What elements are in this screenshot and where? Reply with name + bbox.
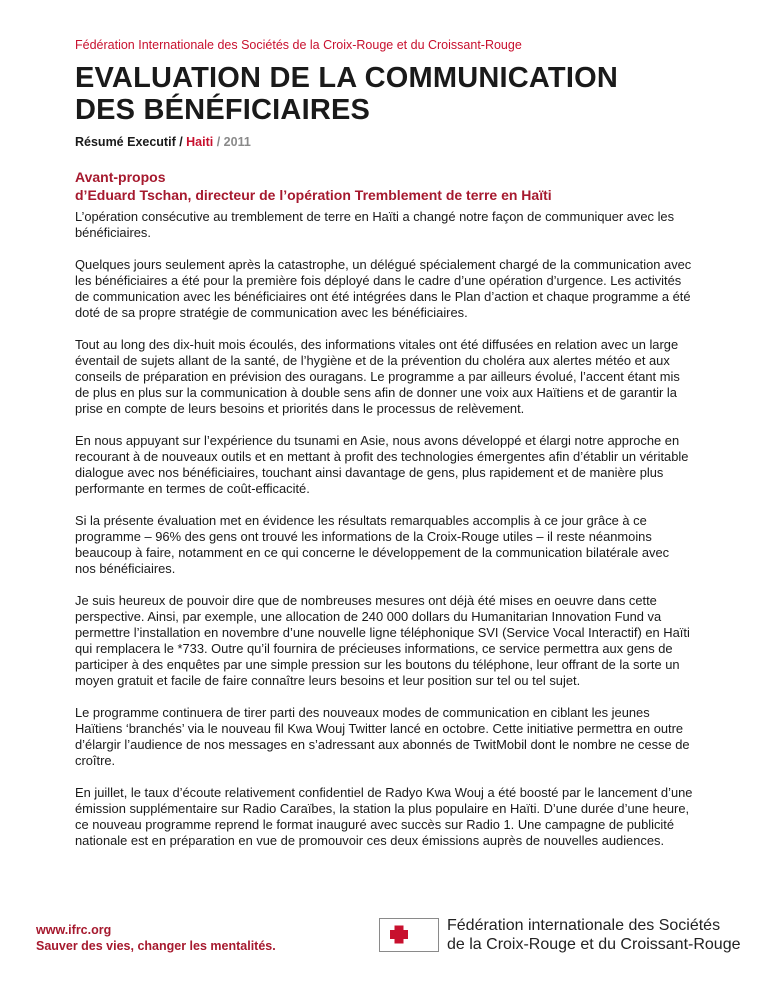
subtitle-country: Haiti <box>186 135 214 149</box>
website-link[interactable]: www.ifrc.org <box>36 923 112 937</box>
footer-org-line-2: de la Croix-Rouge et du Croissant-Rouge <box>447 936 741 953</box>
footer-slogan: Sauver des vies, changer les mentalités. <box>36 939 276 953</box>
red-cross-crescent-emblem <box>379 918 439 952</box>
foreword-byline: d’Eduard Tschan, directeur de l’opération Tremblement de terre en Haïti <box>75 187 552 203</box>
title-line-1: EVALUATION DE LA COMMUNICATION <box>75 62 618 94</box>
footer-left <box>36 922 276 954</box>
paragraph: Quelques jours seulement après la catastrophe, un délégué spécialement chargé de la communication avec les bénéficiaires a été pour la première fois déployé dans le cadre d’une opération d’urgence. Les activités de communication avec les bénéficiaires ont été intégrées dans le Plan d’action et chaque programme a été doté de sa propre stratégie de communication avec les bénéficiaires. <box>75 257 692 320</box>
emblem-icon <box>379 918 439 952</box>
organization-header: Fédération Internationale des Sociétés de la Croix-Rouge et du Croissant-Rouge <box>75 38 522 52</box>
document-title <box>75 62 618 126</box>
subtitle-year: / 2011 <box>213 135 251 149</box>
paragraph: Tout au long des dix-huit mois écoulés, des informations vitales ont été diffusées en relation avec un large éventail de sujets allant de la santé, de l’hygiène et de la prévention du choléra aux alertes météo et aux conseils de préparation en prévision des ouragans. Le programme a par ailleurs évolué, l’accent étant mis de plus en plus sur la communication à double sens afin de donner une voix aux Haïtiens et de garantir la prise en compte de leurs besoins et priorités dans le processus de relèvement. <box>75 337 680 416</box>
subtitle-prefix: Résumé Executif / <box>75 135 187 149</box>
paragraph: Si la présente évaluation met en évidence les résultats remarquables accomplis à ce jour grâce à ce programme – 96% des gens ont trouvé les informations de la Croix-Rouge utiles – il reste néanmoins beaucoup à faire, notamment en ce qui concerne le développement de la communication bilatérale avec nos bénéficiaires. <box>75 513 670 576</box>
paragraph: L’opération consécutive au tremblement de terre en Haïti a changé notre façon de communiquer avec les bénéficiaires. <box>75 209 675 240</box>
paragraph: En juillet, le taux d’écoute relativement confidentiel de Radyo Kwa Wouj a été boosté par le lancement d’une émission supplémentaire sur Radio Caraïbes, la station la plus populaire en Haïti. D’une durée d’une heure, ce nouveau programme reprend le format inauguré avec succès sur Radio 1. Une campagne de publicité nationale est en préparation en vue de promouvoir ces deux émissions auprès de nouvelles audiences. <box>75 785 693 848</box>
footer-logo <box>379 916 740 954</box>
foreword-title: Avant-propos <box>75 169 166 185</box>
title-line-2: DES BÉNÉFICIAIRES <box>75 94 371 126</box>
footer-organization <box>447 916 740 954</box>
paragraph: Je suis heureux de pouvoir dire que de nombreuses mesures ont déjà été mises en oeuvre dans cette perspective. Ainsi, par exemple, une allocation de 240 000 dollars du Humanitarian Innovation Fund va permettre l’installation en novembre d’une nouvelle ligne téléphonique SVI (Service Vocal Interactif) en Haïti qui remplacera le *733. Outre qu’il fournira de précieuses informations, ce service permettra aux gens de participer à des enquêtes par une simple pression sur les boutons du téléphone, leur offrant de la sorte un moyen gratuit et facile de faire connaître leurs besoins et leur position sur tel ou tel sujet. <box>75 593 690 688</box>
footer-org-line-1: Fédération internationale des Sociétés <box>447 917 721 934</box>
document-subtitle <box>75 135 251 149</box>
paragraph: Le programme continuera de tirer parti des nouveaux modes de communication en ciblant les jeunes Haïtiens ‘branchés’ via le nouveau fil Kwa Wouj Twitter lancé en octobre. Cette initiative permettra en outre d’élargir l’audience de nos messages en s’adressant aux abonnés de TwitMobil dont le nombre ne cesse de croître. <box>75 705 690 768</box>
foreword-heading <box>75 168 552 204</box>
paragraph: En nous appuyant sur l’expérience du tsunami en Asie, nous avons développé et élargi notre approche en recourant à de nouveaux outils et en mettant à profit des technologies émergentes afin d’établir un véritable dialogue avec nos bénéficiaires, touchant ainsi davantage de gens, plus rapidement et de manière plus performante en termes de coût-efficacité. <box>75 433 689 496</box>
body-text <box>75 209 693 865</box>
